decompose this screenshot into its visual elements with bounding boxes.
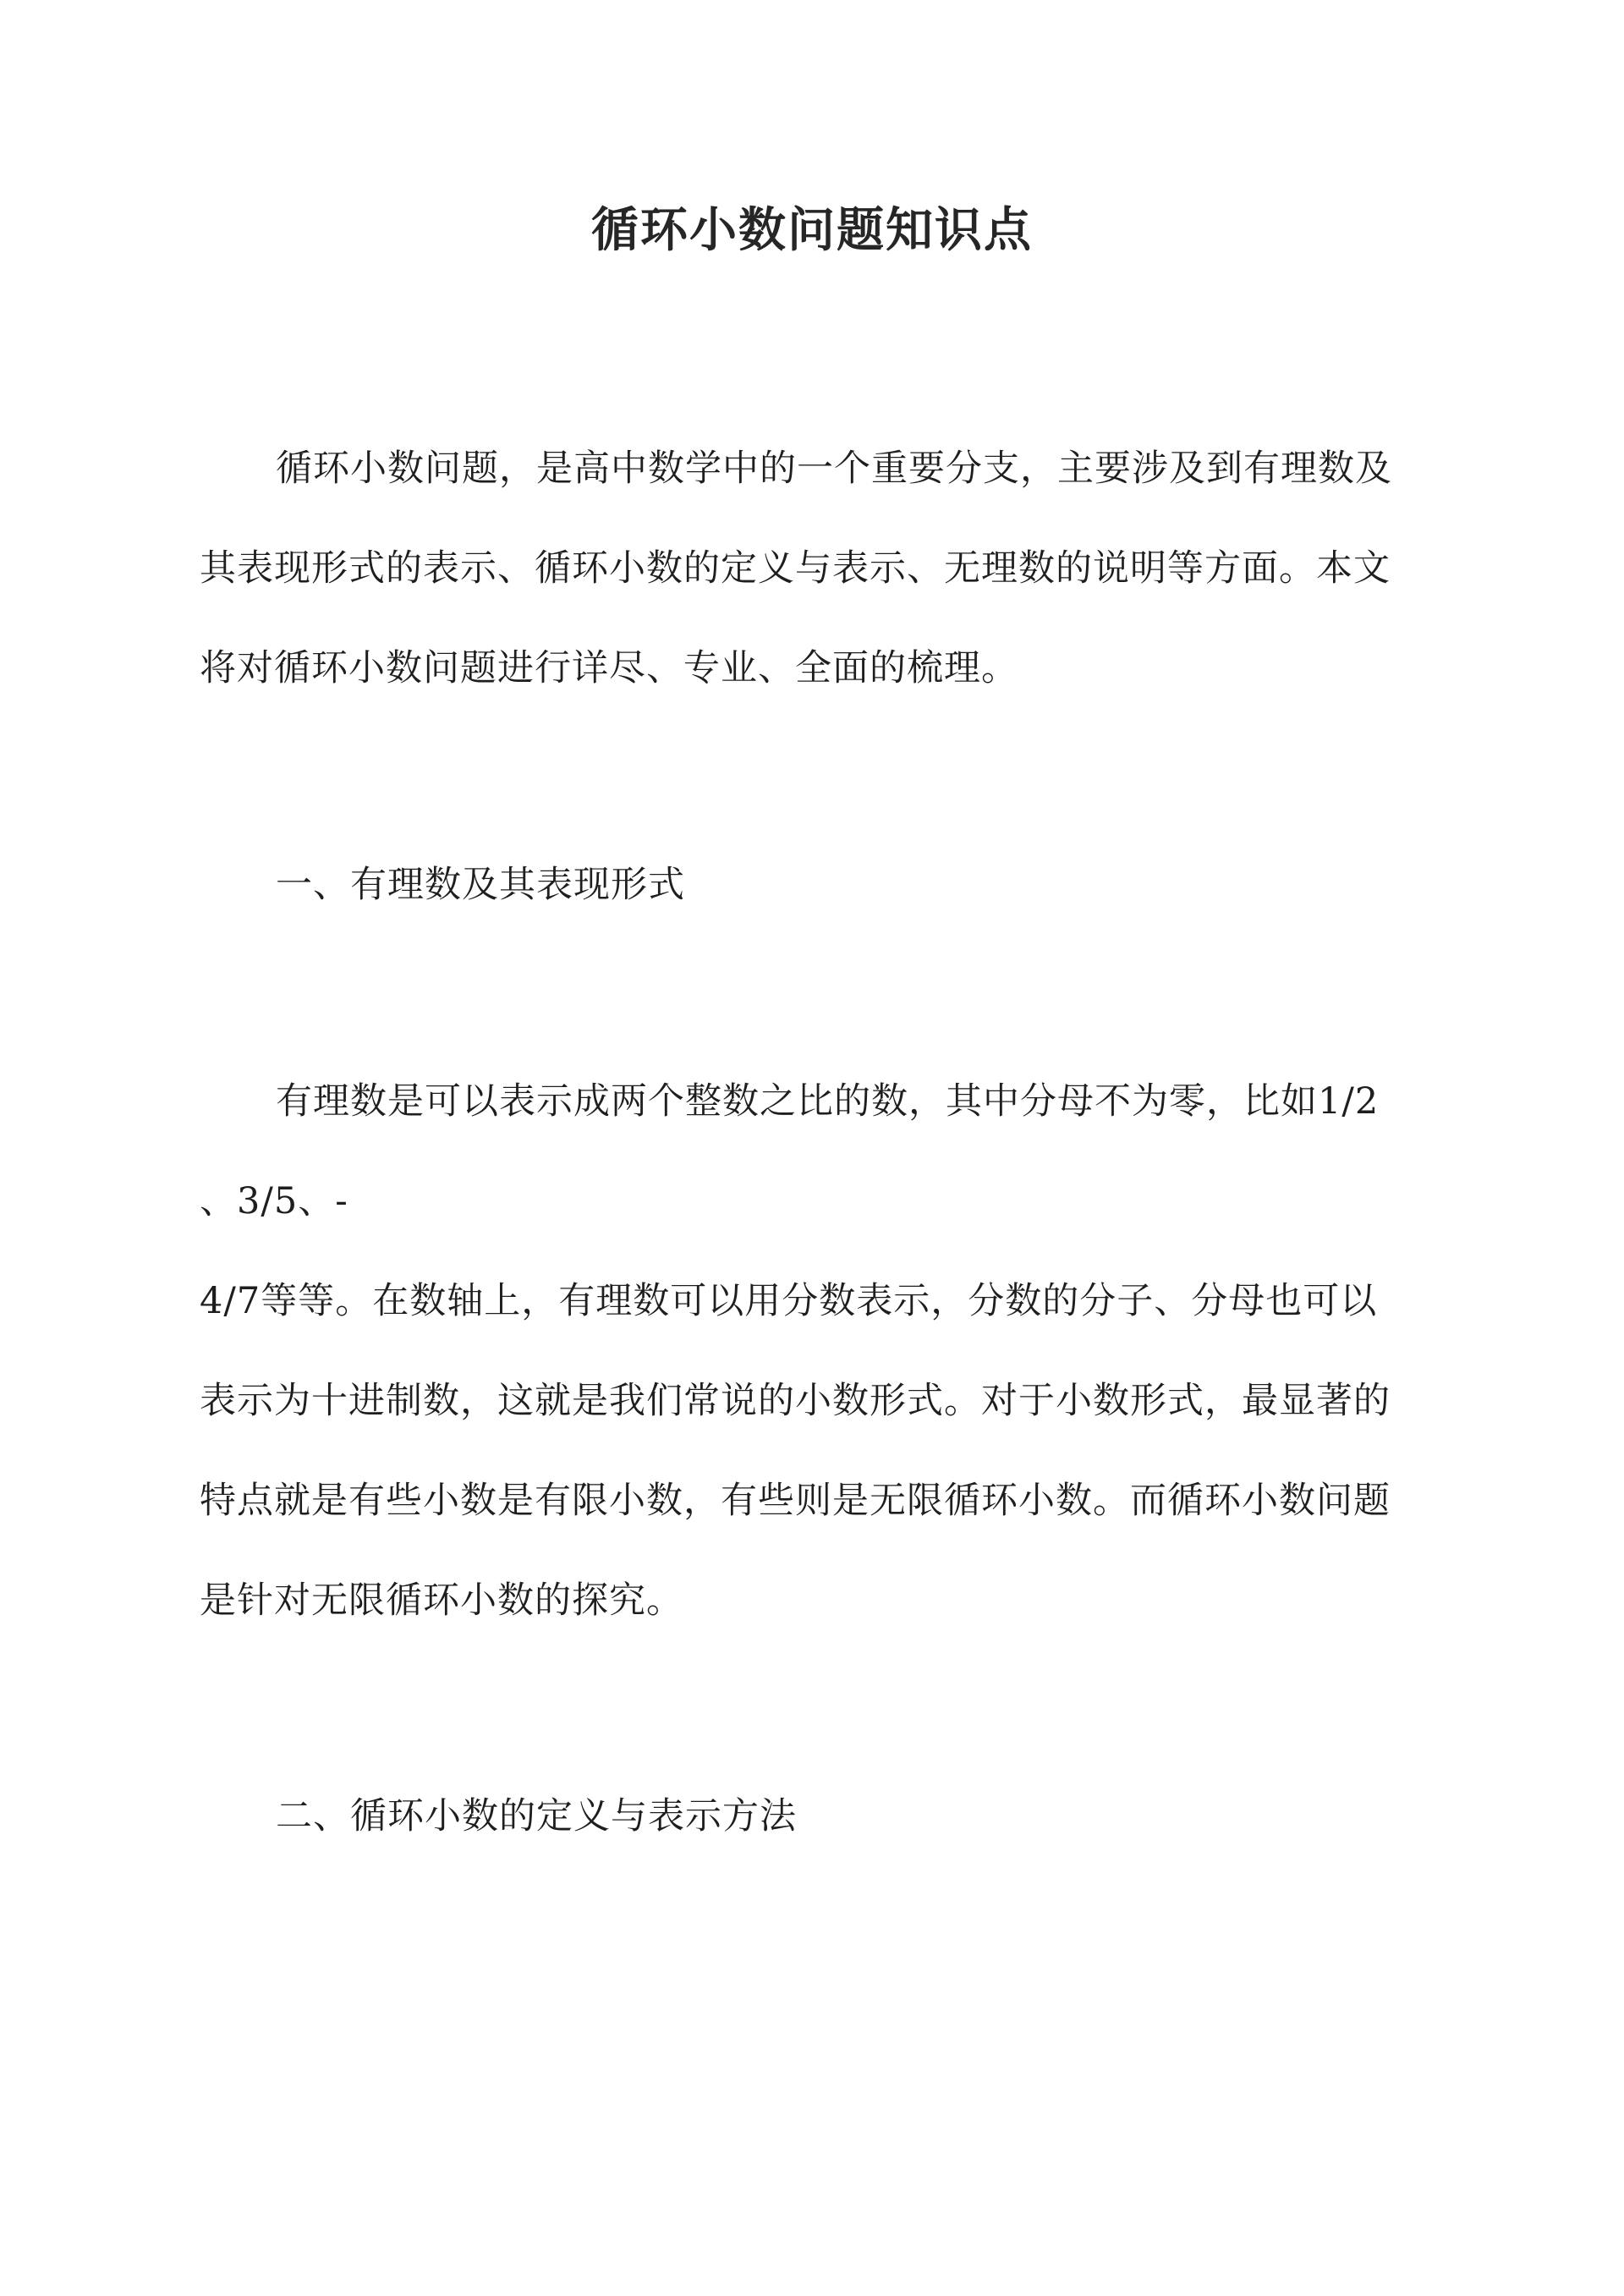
paragraph-line: 、3/5、- — [200, 1180, 348, 1222]
paragraph-line: 将对循环小数问题进行详尽、专业、全面的梳理。 — [200, 647, 1018, 689]
paragraph-line: 4/7等等。在数轴上，有理数可以用分数表示，分数的分子、分母也可以 — [200, 1280, 1378, 1322]
paragraph-line: 有理数是可以表示成两个整数之比的数，其中分母不为零，比如1/2 — [276, 1080, 1380, 1123]
paragraph-line: 是针对无限循环小数的探究。 — [200, 1579, 683, 1622]
document-title: 循环小数问题知识点 — [591, 202, 1033, 258]
paragraph-line: 其表现形式的表示、循环小数的定义与表示、无理数的说明等方面。本文 — [200, 547, 1391, 590]
paragraph-line: 表示为十进制数，这就是我们常说的小数形式。对于小数形式，最显著的 — [200, 1380, 1391, 1422]
section1-paragraph — [200, 1052, 1426, 1651]
section-heading-2: 二、循环小数的定义与表示方法 — [276, 1795, 797, 1837]
paragraph-line: 循环小数问题，是高中数学中的一个重要分支，主要涉及到有理数及 — [276, 448, 1392, 490]
intro-paragraph — [200, 419, 1426, 718]
section-heading-1: 一、有理数及其表现形式 — [276, 864, 685, 906]
paragraph-line: 特点就是有些小数是有限小数，有些则是无限循环小数。而循环小数问题 — [200, 1480, 1391, 1522]
